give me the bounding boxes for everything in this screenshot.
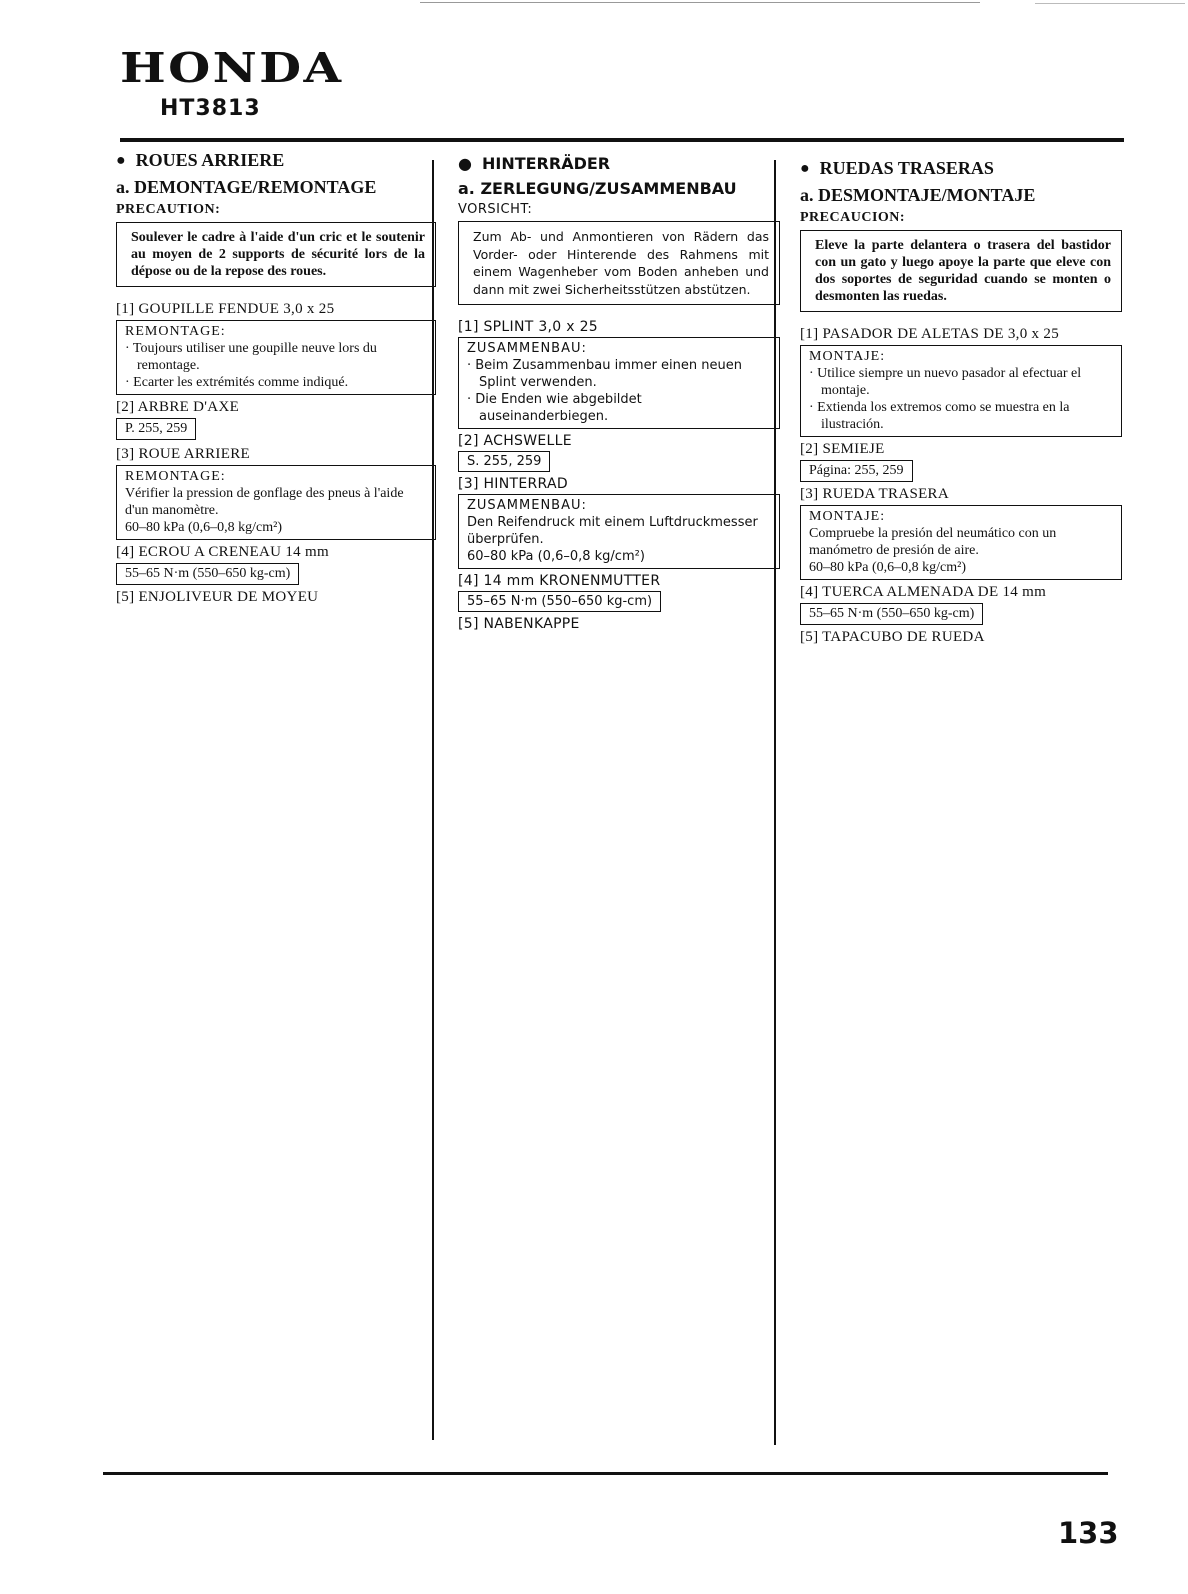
- item-1: [1] GOUPILLE FENDUE 3,0 x 25: [116, 301, 335, 317]
- note-title: ZUSAMMENBAU:: [467, 498, 587, 513]
- column-german: [458, 152, 780, 632]
- note-value: 60–80 kPa (0,6–0,8 kg/cm²): [467, 549, 645, 564]
- brand-logo: HONDA: [120, 44, 344, 92]
- caution-label: VORSICHT:: [458, 202, 533, 217]
- bullet-icon: ●: [116, 151, 126, 169]
- item-4: [4] TUERCA ALMENADA DE 14 mm: [800, 584, 1047, 600]
- note-box-1: [458, 337, 780, 429]
- torque-spec: 55–65 N·m (550–650 kg-cm): [800, 603, 983, 625]
- item-1: [1] SPLINT 3,0 x 25: [458, 319, 598, 335]
- note-box-3: [800, 505, 1122, 580]
- item-2: [2] ARBRE D'AXE: [116, 399, 240, 415]
- page-reference: P. 255, 259: [116, 418, 196, 440]
- column-french: [116, 148, 436, 606]
- note-line: · Extienda los extremos como se muestra en la ilustración.: [809, 399, 1113, 433]
- model-number: HT3813: [160, 96, 261, 121]
- note-text: Compruebe la presión del neumático con un manómetro de presión de aire.: [809, 526, 1057, 558]
- section-heading: ● RUEDAS TRASERAS: [800, 158, 994, 178]
- item-2: [2] SEMIEJE: [800, 441, 885, 457]
- caution-label: PRECAUTION:: [116, 202, 221, 217]
- page-number: 133: [1058, 1516, 1119, 1550]
- item-3: [3] ROUE ARRIERE: [116, 446, 250, 462]
- caution-box: Soulever le cadre à l'aide d'un cric et le soutenir au moyen de 2 supports de sécurité lors de la dépose ou de la repose des roues.: [116, 222, 436, 287]
- note-title: MONTAJE:: [809, 509, 886, 524]
- top-edge-line: [420, 2, 980, 3]
- item-3: [3] RUEDA TRASERA: [800, 486, 949, 502]
- section-heading: ● ROUES ARRIERE: [116, 150, 285, 170]
- note-line: · Beim Zusammenbau immer einen neuen Splint verwenden.: [467, 357, 771, 391]
- page-reference: Página: 255, 259: [800, 460, 913, 482]
- note-box-1: [116, 320, 436, 395]
- item-5: [5] NABENKAPPE: [458, 616, 580, 632]
- subsection-heading: a. DEMONTAGE/REMONTAGE: [116, 177, 377, 197]
- note-value: 60–80 kPa (0,6–0,8 kg/cm²): [125, 520, 283, 535]
- column-spanish: [800, 156, 1122, 646]
- item-5: [5] ENJOLIVEUR DE MOYEU: [116, 589, 319, 605]
- note-box-3: [458, 494, 780, 569]
- note-box-1: [800, 345, 1122, 437]
- item-1: [1] PASADOR DE ALETAS DE 3,0 x 25: [800, 326, 1059, 342]
- header-rule: [120, 138, 1124, 142]
- note-value: 60–80 kPa (0,6–0,8 kg/cm²): [809, 560, 967, 575]
- item-2: [2] ACHSWELLE: [458, 433, 572, 449]
- bullet-icon: ●: [800, 159, 810, 177]
- footer-rule: [103, 1472, 1108, 1475]
- top-edge-line-right: [1035, 3, 1185, 4]
- torque-spec: 55–65 N·m (550–650 kg-cm): [116, 563, 299, 585]
- note-line: · Ecarter les extrémités comme indiqué.: [125, 374, 427, 391]
- bullet-icon: ●: [458, 154, 472, 173]
- note-title: ZUSAMMENBAU:: [467, 341, 587, 356]
- item-5: [5] TAPACUBO DE RUEDA: [800, 629, 985, 645]
- item-3: [3] HINTERRAD: [458, 476, 568, 492]
- note-line: · Utilice siempre un nuevo pasador al efectuar el montaje.: [809, 365, 1113, 399]
- item-4: [4] ECROU A CRENEAU 14 mm: [116, 544, 329, 560]
- note-title: REMONTAGE:: [125, 469, 226, 484]
- page-reference: S. 255, 259: [458, 451, 550, 472]
- caution-box: Eleve la parte delantera o trasera del bastidor con un gato y luego apoye la parte que eleve con dos soportes de seguridad cuando se monten o desmonten las ruedas.: [800, 230, 1122, 312]
- section-heading: ● HINTERRÄDER: [458, 154, 611, 173]
- note-line: · Die Enden wie abgebildet auseinanderbiegen.: [467, 391, 771, 425]
- torque-spec: 55–65 N·m (550–650 kg-cm): [458, 591, 661, 612]
- note-text: Den Reifendruck mit einem Luftdruckmesser überprüfen.: [467, 515, 758, 547]
- note-title: REMONTAGE:: [125, 324, 226, 339]
- subsection-heading: a. DESMONTAJE/MONTAJE: [800, 185, 1036, 205]
- note-title: MONTAJE:: [809, 349, 886, 364]
- note-box-3: [116, 465, 436, 540]
- item-4: [4] 14 mm KRONENMUTTER: [458, 573, 661, 589]
- caution-box: Zum Ab- und Anmontieren von Rädern das Vorder- oder Hinterende des Rahmens mit einem Wagenheber vom Boden anheben und dann mit zwei Sicherheitsstützen abstützen.: [458, 221, 780, 305]
- note-line: · Toujours utiliser une goupille neuve lors du remontage.: [125, 340, 427, 374]
- subsection-heading: a. ZERLEGUNG/ZUSAMMENBAU: [458, 179, 737, 198]
- caution-label: PRECAUCION:: [800, 210, 906, 225]
- note-text: Vérifier la pression de gonflage des pneus à l'aide d'un manomètre.: [125, 486, 404, 518]
